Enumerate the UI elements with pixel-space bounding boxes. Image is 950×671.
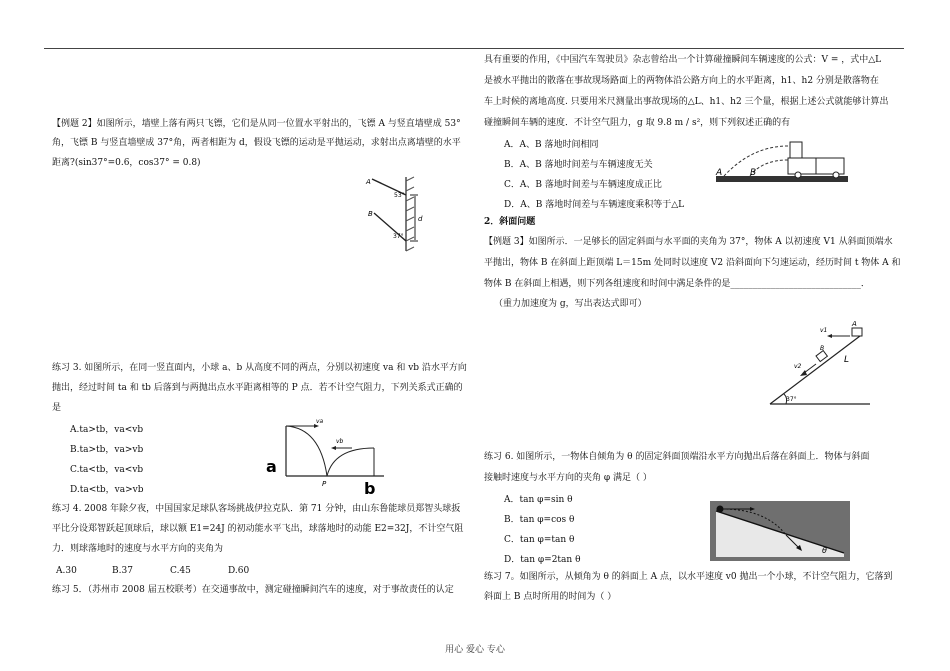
practice5-cont-line-2: 是被水平抛出的散落在事故现场路面上的两物体沿公路方向上的水平距离，h1、h2 分别是散落物在 xyxy=(484,76,879,86)
practice5-option-a: A．A、B 落地时间相同 xyxy=(504,140,599,150)
practice6-option-a: A．tan φ=sin θ xyxy=(504,495,573,505)
block-a-label: A xyxy=(852,320,857,328)
page-footer: 用心 爱心 专心 xyxy=(445,645,505,655)
header-rule xyxy=(44,48,904,49)
two-balls-figure xyxy=(262,414,397,498)
darts-wall-figure xyxy=(360,175,450,255)
vb-label: vb xyxy=(336,438,344,445)
angle-37-label: 37° xyxy=(393,233,404,240)
block-b-label: B xyxy=(820,345,825,352)
practice4-option-c: C.45 xyxy=(170,566,191,576)
practice7-line-2: 斜面上 B 点时所用的时间为（ ） xyxy=(484,592,617,602)
example3-line-4: （重力加速度为 g，写出表达式即可） xyxy=(494,299,647,309)
distance-d-label: d xyxy=(418,215,423,223)
example2-line-2: 角，飞镖 B 与竖直墙壁成 37°角，两者相距为 d，假设飞镖的运动是平抛运动，求射出点离墙壁的水平 xyxy=(52,138,461,148)
practice3-line-2: 抛出，经过时间 ta 和 tb 后落到与两抛出点水平距离相等的 P 点．若不计空气阻力，下列关系式正确的 xyxy=(52,383,463,393)
practice3-line-1: 练习 3. 如图所示，在同一竖直面内，小球 a、b 从高度不同的两点，分别以初速度 va 和 vb 沿水平方向 xyxy=(52,363,467,373)
va-label: va xyxy=(316,418,324,425)
example3-line-2: 平抛出，物体 B 在斜面上距顶端 L＝15m 处同时以速度 V2 沿斜面向下匀速运动，经历时间 t 物体 A 和 xyxy=(484,258,901,268)
slope-angle-label: θ xyxy=(822,546,827,555)
practice3-option-b: B.ta>tb，va>vb xyxy=(70,445,144,455)
practice5-line-1: 练习 5．（苏州市 2008 届五校联考）在交通事故中，测定碰撞瞬间汽车的速度，对于事故责任的认定 xyxy=(52,585,454,595)
section2-heading: 2．斜面问题 xyxy=(484,217,536,227)
example2-line-1: 【例题 2】如图所示，墙壁上落有两只飞镖，它们是从同一位置水平射出的，飞镖 A 与竖直墙壁成 53° xyxy=(52,119,461,129)
practice3-line-3: 是 xyxy=(52,403,62,413)
v1-label: v1 xyxy=(820,327,828,334)
example2-line-3: 距离?(sin37°=0.6，cos37° = 0.8) xyxy=(52,158,201,168)
practice3-option-c: C.ta<tb，va<vb xyxy=(70,465,144,475)
practice6-line-1: 练习 6. 如图所示，一物体自倾角为 θ 的固定斜面顶端沿水平方向抛出后落在斜面上．物体与斜面 xyxy=(484,452,870,462)
practice7-line-1: 练习 7。如图所示，从倾角为 θ 的斜面上 A 点，以水平速度 v0 抛出一个小球，不计空气阻力，它落到 xyxy=(484,572,893,582)
practice4-option-b: B.37 xyxy=(112,566,133,576)
point-b-label: b xyxy=(364,479,376,498)
practice4-line-3: 力．则球落地时的速度与水平方向的夹角为 xyxy=(52,544,224,554)
practice5-cont-line-4: 碰撞瞬间车辆的速度．不计空气阻力，g 取 9.8 m / s²，则下列叙述正确的有 xyxy=(484,118,791,128)
practice5-cont-line-3: 车上时候的离地高度. 只要用米尺测量出事故现场的△L、h1、h2 三个量，根据上述公式就能够计算出 xyxy=(484,97,889,107)
practice3-option-a: A.ta>tb，va<vb xyxy=(70,425,144,435)
practice6-option-d: D．tan φ=2tan θ xyxy=(504,555,581,565)
dart-a-label: A xyxy=(366,178,371,186)
practice5-cont-line-1: 具有重要的作用，《中国汽车驾驶员》杂志曾给出一个计算碰撞瞬间车辆速度的公式：V = ，式中△L xyxy=(484,55,882,65)
v2-label: v2 xyxy=(794,363,802,370)
practice5-option-c: C．A、B 落地时间差与车辆速度成正比 xyxy=(504,180,662,190)
point-p-label: P xyxy=(322,480,327,488)
incline-figure xyxy=(764,320,874,410)
dart-b-label: B xyxy=(368,210,373,218)
angle-53-label: 53° xyxy=(394,192,405,199)
example3-line-3: 物体 B 在斜面上相遇，则下列各组速度和时间中满足条件的是_____________________________． xyxy=(484,279,870,289)
practice6-option-b: B．tan φ=cos θ xyxy=(504,515,575,525)
practice4-option-a: A.30 xyxy=(56,566,77,576)
slope-photo-figure xyxy=(710,501,850,561)
practice6-line-2: 接触时速度与水平方向的夹角 φ 满足（ ） xyxy=(484,473,652,483)
practice3-option-d: D.ta<tb，va>vb xyxy=(70,485,144,495)
truck-point-a-label: A xyxy=(716,168,723,178)
point-a-label: a xyxy=(266,457,277,476)
incline-angle-label: 37° xyxy=(786,396,797,403)
truck-point-b-label: B xyxy=(750,168,757,178)
length-l-label: L xyxy=(844,355,850,365)
practice4-option-d: D.60 xyxy=(228,566,250,576)
practice6-option-c: C．tan φ=tan θ xyxy=(504,535,575,545)
example3-line-1: 【例题 3】如图所示．一足够长的固定斜面与水平面的夹角为 37°，物体 A 以初速度 V1 从斜面顶端水 xyxy=(484,237,893,247)
practice5-option-d: D．A、B 落地时间差与车辆速度乘积等于△L xyxy=(504,200,685,210)
practice5-option-b: B．A、B 落地时间差与车辆速度无关 xyxy=(504,160,653,170)
truck-figure xyxy=(712,136,852,190)
practice4-line-2: 平比分设郑智跃起顶球后，球以额 E1=24J 的初动能水平飞出，球落地时的动能 E2=32J，不计空气阻 xyxy=(52,524,464,534)
practice4-line-1: 练习 4. 2008 年除夕夜，中国国家足球队客场挑战伊拉克队．第 71 分钟，由山东鲁能球员郑智头球扳 xyxy=(52,504,461,514)
